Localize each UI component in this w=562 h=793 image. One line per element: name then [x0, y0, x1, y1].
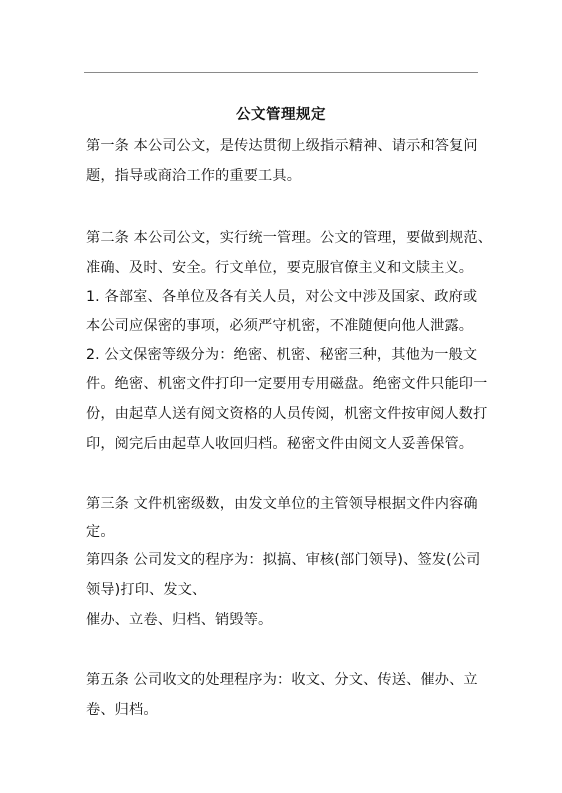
paragraph-line: 印，阅完后由起草人收回归档。秘密文件由阅文人妥善保管。: [86, 436, 474, 452]
paragraph-line: 领导)打印、发文、: [86, 582, 207, 598]
document-title: 公文管理规定: [236, 107, 326, 123]
paragraph-line: 2. 公文保密等级分为：绝密、机密、秘密三种，其他为一般文: [86, 347, 478, 363]
paragraph-line: 第三条 文件机密级数，由发文单位的主管领导根据文件内容确: [86, 496, 478, 512]
paragraph-line: 题，指导或商洽工作的重要工具。: [86, 168, 302, 184]
paragraph-line: 本公司应保密的事项，必须严守机密，不准随便向他人泄露。: [86, 318, 474, 334]
paragraph-line: 第二条 本公司公文，实行统一管理。公文的管理，要做到规范、: [86, 230, 493, 246]
paragraph-line: 催办、立卷、归档、销毁等。: [86, 612, 273, 628]
paragraph-line: 第四条 公司发文的程序为：拟搞、审核(部门领导)、签发(公司: [86, 552, 481, 568]
paragraph-line: 第一条 本公司公文，是传达贯彻上级指示精神、请示和答复问: [86, 138, 478, 154]
paragraph-line: 卷、归档。: [86, 702, 158, 718]
paragraph-line: 定。: [86, 524, 115, 540]
paragraph-line: 份，由起草人送有阅文资格的人员传阅，机密文件按审阅人数打: [86, 406, 488, 422]
paragraph-line: 第五条 公司收文的处理程序为：收文、分文、传送、催办、立: [86, 672, 478, 688]
paragraph-line: 准确、及时、安全。行文单位，要克服官僚主义和文牍主义。: [86, 260, 474, 276]
paragraph-line: 1. 各部室、各单位及各有关人员，对公文中涉及国家、政府或: [86, 289, 478, 305]
header-rule: [84, 72, 478, 73]
paragraph-line: 件。绝密、机密文件打印一定要用专用磁盘。绝密文件只能印一: [86, 376, 488, 392]
